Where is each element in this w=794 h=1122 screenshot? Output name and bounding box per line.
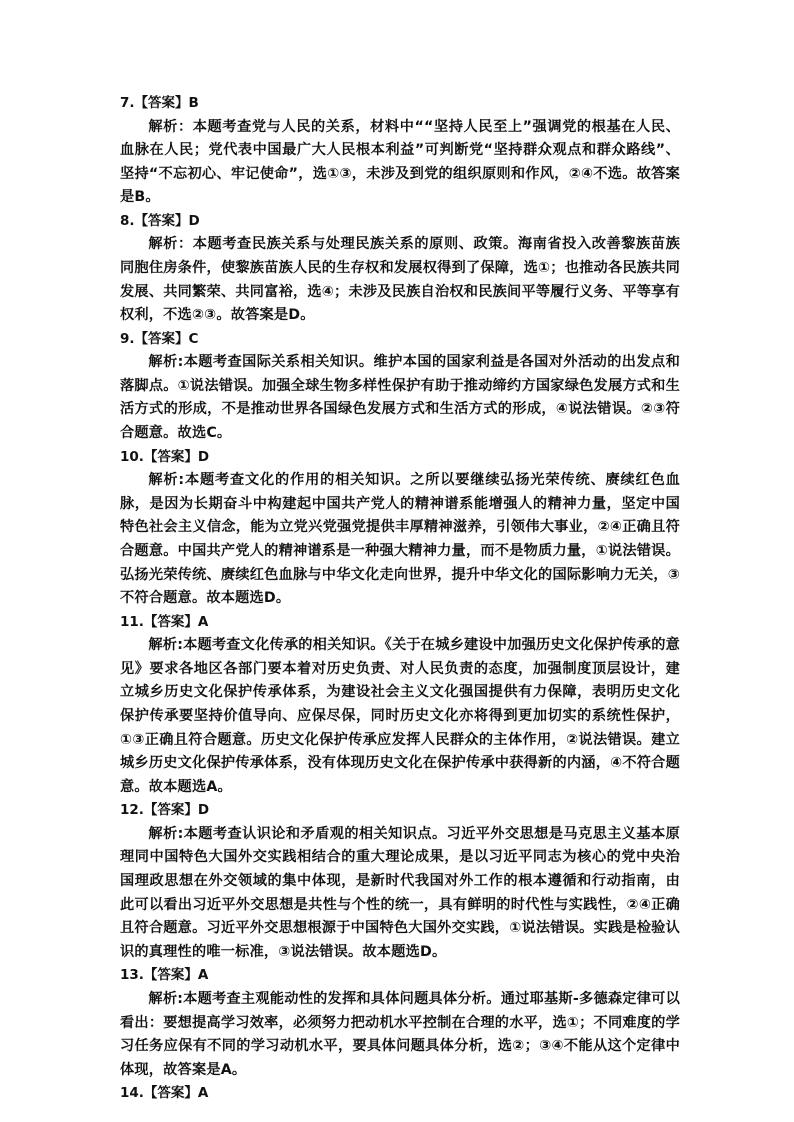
- analysis-paragraph: 解析:本题考查认识论和矛盾观的相关知识点。习近平外交思想是马克思主义基本原理同中国特色大国外交实践相结合的重大理论成果，是以习近平同志为核心的党中央治国理政思想在外交领域的集中体现，是新时代我国对外工作的根本遵循和行动指南，由此可以看出习近平外交思想是共性与个性的统一，具有鲜明的时代性与实践性，②④正确且符合题意。习近平外交思想根源于中国特色大国外交实践，①说法错误。实践是检验认识的真理性的唯一标准，③说法错误。故本题选D。: [120, 825, 680, 960]
- question-8: [120, 210, 680, 328]
- answer-line: 10.【答案】D: [120, 448, 210, 465]
- analysis-paragraph: 解析:本题考查文化的作用的相关知识。之所以要继续弘扬光荣传统、赓续红色血脉，是因为长期奋斗中构建起中国共产党人的精神谱系能增强人的精神力量，坚定中国特色社会主义信念，能为立党兴党强党提供丰厚精神滋养，引领伟大事业，②④正确且符合题意。中国共产党人的精神谱系是一种强大精神力量，而不是物质力量，①说法错误。弘扬光荣传统、赓续红色血脉与中华文化走向世界，提升中华文化的国际影响力无关，③不符合题意。故本题选D。: [120, 472, 680, 607]
- answer-line: 11.【答案】A: [120, 613, 209, 630]
- answer-line: 13.【答案】A: [120, 967, 209, 984]
- question-14: [120, 1082, 680, 1106]
- question-12: [120, 799, 680, 964]
- answer-line: 14.【答案】A: [120, 1085, 209, 1102]
- question-13: [120, 964, 680, 1082]
- answer-line: 12.【答案】D: [120, 802, 210, 819]
- analysis-paragraph: 解析:本题考查主观能动性的发挥和具体问题具体分析。通过耶基斯-多德森定律可以看出：要想提高学习效率，必须努力把动机水平控制在合理的水平，选①；不同难度的学习任务应保有不同的学习动机水平，要具体问题具体分析，选②；③④不能从这个定律中体现，故答案是A。: [120, 990, 680, 1078]
- analysis-paragraph: 解析：本题考查民族关系与处理民族关系的原则、政策。海南省投入改善黎族苗族同胞住房条件，使黎族苗族人民的生存权和发展权得到了保障，选①；也推动各民族共同发展、共同繁荣、共同富裕，选④；未涉及民族自治权和民族间平等履行义务、平等享有权利，不选②③。故答案是D。: [120, 236, 680, 324]
- question-7: [120, 92, 680, 210]
- answer-line: 9.【答案】C: [120, 330, 199, 347]
- answer-key-page: [120, 92, 680, 1106]
- answer-line: 7.【答案】B: [120, 95, 199, 111]
- question-11: [120, 611, 680, 800]
- analysis-paragraph: 解析:本题考查文化传承的相关知识。《关于在城乡建设中加强历史文化保护传承的意见》要求各地区各部门要本着对历史负责、对人民负责的态度，加强制度顶层设计，建立城乡历史文化保护传承体系，为建设社会主义文化强国提供有力保障，表明历史文化保护传承要坚持价值导向、应保尽保，同时历史文化亦将得到更加切实的系统性保护，①③正确且符合题意。历史文化保护传承应发挥人民群众的主体作用，②说法错误。建立城乡历史文化保护传承体系，没有体现历史文化在保护传承中获得新的内涵，④不符合题意。故本题选A。: [120, 637, 680, 795]
- question-10: [120, 446, 680, 611]
- answer-line: 8.【答案】D: [120, 212, 200, 229]
- question-9: [120, 328, 680, 446]
- analysis-paragraph: 解析：本题考查党与人民的关系，材料中““坚持人民至上”强调党的根基在人民、血脉在人民；党代表中国最广大人民根本利益”可判断党“坚持群众观点和群众路线”、坚持“不忘初心、牢记使命”，选①③，未涉及到党的组织原则和作风，②④不选。故答案是B。: [120, 118, 680, 206]
- analysis-paragraph: 解析:本题考查国际关系相关知识。维护本国的国家利益是各国对外活动的出发点和落脚点。①说法错误。加强全球生物多样性保护有助于推动缔约方国家绿色发展方式和生活方式的形成，不是推动世界各国绿色发展方式和生活方式的形成，④说法错误。②③符合题意。故选C。: [120, 354, 680, 442]
